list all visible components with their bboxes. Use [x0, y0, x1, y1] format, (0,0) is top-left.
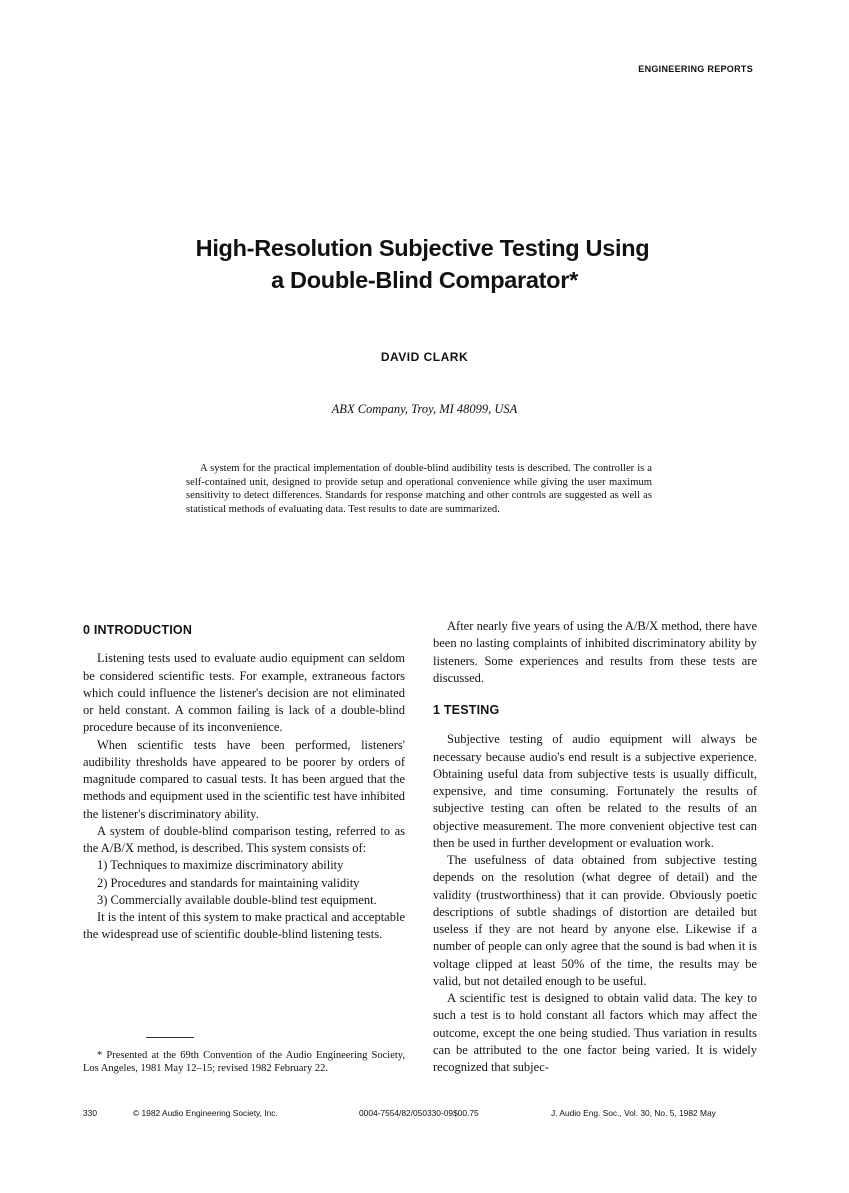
section-heading-introduction: 0 INTRODUCTION: [83, 623, 193, 637]
testing-paragraph-2: The usefulness of data obtained from subjective testing depends on the resolution (what degree of detail) and the validity (trustworthiness) that it can provide. Obviously poetic descriptions of subtle shadings of distortion are detailed but useless if they are not heard by anyone else. Likewise if a number of people can only agree that the sound is bad when it is voltage clipped at least 50% of the time, the results may be valid, but not detailed enough to be useful.: [433, 853, 757, 988]
list-item-2: 2) Procedures and standards for maintaining validity: [97, 875, 360, 890]
list-item-1: 1) Techniques to maximize discriminatory ability: [97, 858, 344, 873]
footer-copyright: © 1982 Audio Engineering Society, Inc.: [133, 1108, 278, 1118]
intro-paragraph-2: When scientific tests have been performed, listeners' audibility thresholds have appeared to be poorer by orders of magnitude compared to casual tests. It has been argued that the methods and equipment used in the scientific test have inhibited the listener's discriminatory ability.: [83, 737, 405, 821]
left-column: [83, 618, 405, 944]
title-line-1: High-Resolution Subjective Testing Using: [195, 235, 650, 261]
intro-paragraph-4: It is the intent of this system to make practical and acceptable the widespread use of scientific double-blind listening tests.: [83, 910, 405, 942]
footer-article-code: 0004-7554/82/050330-09$00.75: [359, 1108, 479, 1118]
footnote-rule: [146, 1037, 194, 1038]
right-column: [433, 618, 757, 1076]
footnote: [83, 1050, 405, 1075]
intro-paragraph-1: Listening tests used to evaluate audio equipment can seldom be considered scientific tests. For example, extraneous factors which could influence the listener's decision are not eliminated or held constant. A common failing is lack of a double-blind procedure because of its inconvenience.: [83, 651, 405, 735]
running-head: ENGINEERING REPORTS: [638, 64, 753, 74]
abstract: [186, 462, 652, 516]
section-heading-testing: 1 TESTING: [433, 703, 500, 717]
abstract-text: A system for the practical implementation of double-blind audibility tests is described. The controller is a self-contained unit, designed to provide setup and operational convenience while giving the user maximum sensitivity to detect differences. Standards for response matching and other controls are suggested as well as statistical methods of evaluating data. Test results to date are summarized.: [186, 463, 652, 515]
footer-journal-citation: J. Audio Eng. Soc., Vol. 30, No. 5, 1982 May: [551, 1108, 716, 1118]
intro-paragraph-5: After nearly five years of using the A/B/X method, there have been no lasting complaints of inhibited discriminatory ability by listeners. Some experiences and results from these tests are discussed.: [433, 619, 757, 685]
testing-paragraph-1: Subjective testing of audio equipment will always be necessary because audio's end result is a subjective experience. Obtaining useful data from subjective tests is usually difficult, expensive, and time consuming. Fortunately the results of subjective testing can often be related to the results of an objective measurement. The more convenient objective test can then be used in further development or evaluation work.: [433, 732, 757, 850]
list-item-3: 3) Commercially available double-blind test equipment.: [97, 892, 377, 907]
intro-paragraph-3: A system of double-blind comparison testing, referred to as the A/B/X method, is described. This system consists of:: [83, 823, 405, 855]
footnote-text: * Presented at the 69th Convention of the Audio Engineering Society, Los Angeles, 1981 May 12–15; revised 1982 February 22.: [83, 1050, 405, 1074]
title-block: [0, 232, 849, 296]
author: DAVID CLARK: [380, 350, 469, 364]
affiliation: ABX Company, Troy, MI 48099, USA: [331, 402, 518, 416]
testing-paragraph-3: A scientific test is designed to obtain valid data. The key to such a test is to hold constant all factors which may affect the outcome, except the one being studied. Thus variation in results can be attributed to the one factor being varied. It is widely recognized that subjec-: [433, 991, 757, 1074]
title-line-2: a Double-Blind Comparator*: [271, 267, 578, 293]
footer-page-number: 330: [83, 1108, 97, 1118]
